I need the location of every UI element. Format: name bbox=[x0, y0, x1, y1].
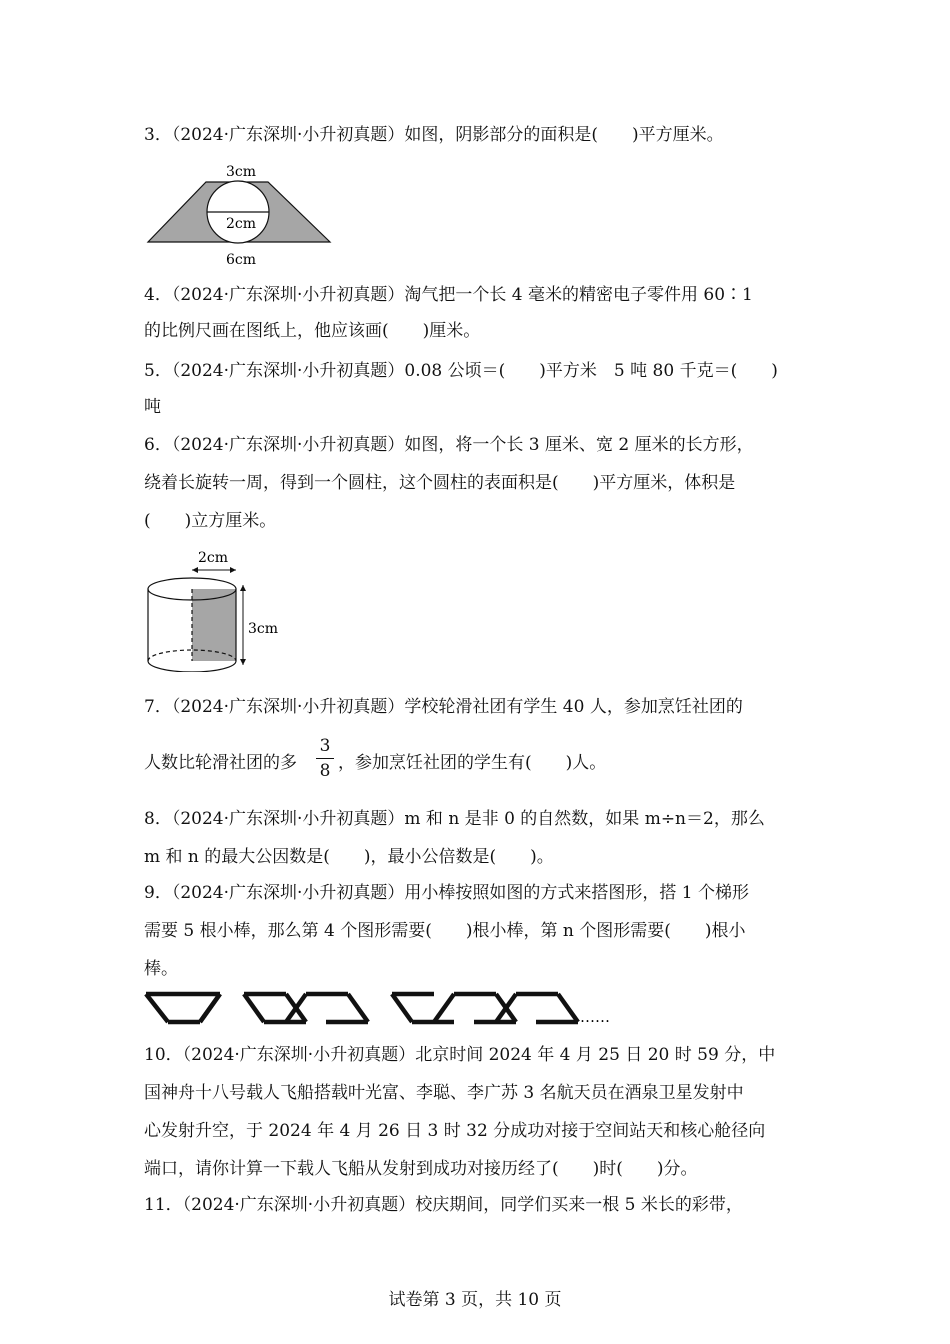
arrow-head-top bbox=[240, 585, 246, 591]
arrow-head-left bbox=[192, 567, 198, 573]
question-6-line-1: 6．（2024·广东深圳·小升初真题）如图，将一个长 3 厘米、宽 2 厘米的长方形， bbox=[144, 435, 754, 455]
ellipsis-text: …… bbox=[580, 1008, 610, 1026]
question-10-line-1: 10．（2024·广东深圳·小升初真题）北京时间 2024 年 4 月 25 日 20 时 59 分，中 bbox=[144, 1045, 776, 1065]
question-7-line-2-before: 人数比轮滑社团的多 bbox=[144, 753, 297, 773]
question-4-line-2: 的比例尺画在图纸上，他应该画( )厘米。 bbox=[144, 321, 481, 341]
question-10-line-3: 心发射升空，于 2024 年 4 月 26 日 3 时 32 分成功对接于空间站天和核心舱径向 bbox=[144, 1121, 766, 1141]
question-6-line-2: 绕着长旋转一周，得到一个圆柱，这个圆柱的表面积是( )平方厘米，体积是 bbox=[144, 473, 736, 493]
height-label: 3cm bbox=[248, 621, 279, 637]
page-footer: 试卷第 3 页，共 10 页 bbox=[388, 1290, 562, 1310]
fraction-three-eighths bbox=[316, 736, 334, 781]
question-8-line-1: 8．（2024·广东深圳·小升初真题）m 和 n 是非 0 的自然数，如果 m÷n＝2，那么 bbox=[144, 809, 765, 829]
fraction-denominator: 8 bbox=[319, 761, 331, 781]
question-10-line-4: 端口，请你计算一下载人飞船从发射到成功对接历经了( )时( )分。 bbox=[144, 1159, 698, 1179]
question-4-line-1: 4．（2024·广东深圳·小升初真题）淘气把一个长 4 毫米的精密电子零件用 60∶1 bbox=[144, 285, 753, 305]
question-10-line-2: 国神舟十八号载人飞船搭载叶光富、李聪、李广苏 3 名航天员在酒泉卫星发射中 bbox=[144, 1083, 744, 1103]
question-9-line-3: 棒。 bbox=[144, 959, 178, 979]
fraction-bar bbox=[316, 758, 334, 759]
trapezoid-circle-figure bbox=[144, 160, 334, 268]
cylinder-figure bbox=[140, 544, 290, 672]
width-label: 2cm bbox=[197, 550, 229, 566]
question-11-line-1: 11．（2024·广东深圳·小升初真题）校庆期间，同学们买来一根 5 米长的彩带， bbox=[144, 1195, 743, 1215]
arrow-head-right bbox=[230, 567, 236, 573]
question-7-line-2-after: ，参加烹饪社团的学生有( )人。 bbox=[338, 753, 607, 773]
bottom-base-label: 6cm bbox=[225, 252, 257, 268]
question-8-line-2: m 和 n 的最大公因数是( )，最小公倍数是( )。 bbox=[144, 847, 554, 867]
question-5-line-1: 5．（2024·广东深圳·小升初真题）0.08 公顷＝( )平方米 5 吨 80 千克＝( ) bbox=[144, 361, 778, 381]
question-7-line-1: 7．（2024·广东深圳·小升初真题）学校轮滑社团有学生 40 人，参加烹饪社团的 bbox=[144, 697, 743, 717]
fraction-numerator: 3 bbox=[319, 736, 331, 756]
sticks bbox=[146, 994, 578, 1022]
diameter-label: 2cm bbox=[225, 216, 257, 232]
question-9-line-1: 9．（2024·广东深圳·小升初真题）用小棒按照如图的方式来搭图形，搭 1 个梯形 bbox=[144, 883, 750, 903]
arrow-head-bottom bbox=[240, 659, 246, 665]
cylinder-bottom-front bbox=[148, 661, 236, 672]
question-5-line-2: 吨 bbox=[144, 397, 161, 417]
question-3-text: 3．（2024·广东深圳·小升初真题）如图，阴影部分的面积是( )平方厘米。 bbox=[144, 125, 724, 145]
matchstick-trapezoids-figure bbox=[140, 986, 620, 1028]
question-6-line-3: ( )立方厘米。 bbox=[144, 511, 277, 531]
top-base-label: 3cm bbox=[225, 164, 257, 180]
question-9-line-2: 需要 5 根小棒，那么第 4 个图形需要( )根小棒，第 n 个图形需要( )根小 bbox=[144, 921, 746, 941]
